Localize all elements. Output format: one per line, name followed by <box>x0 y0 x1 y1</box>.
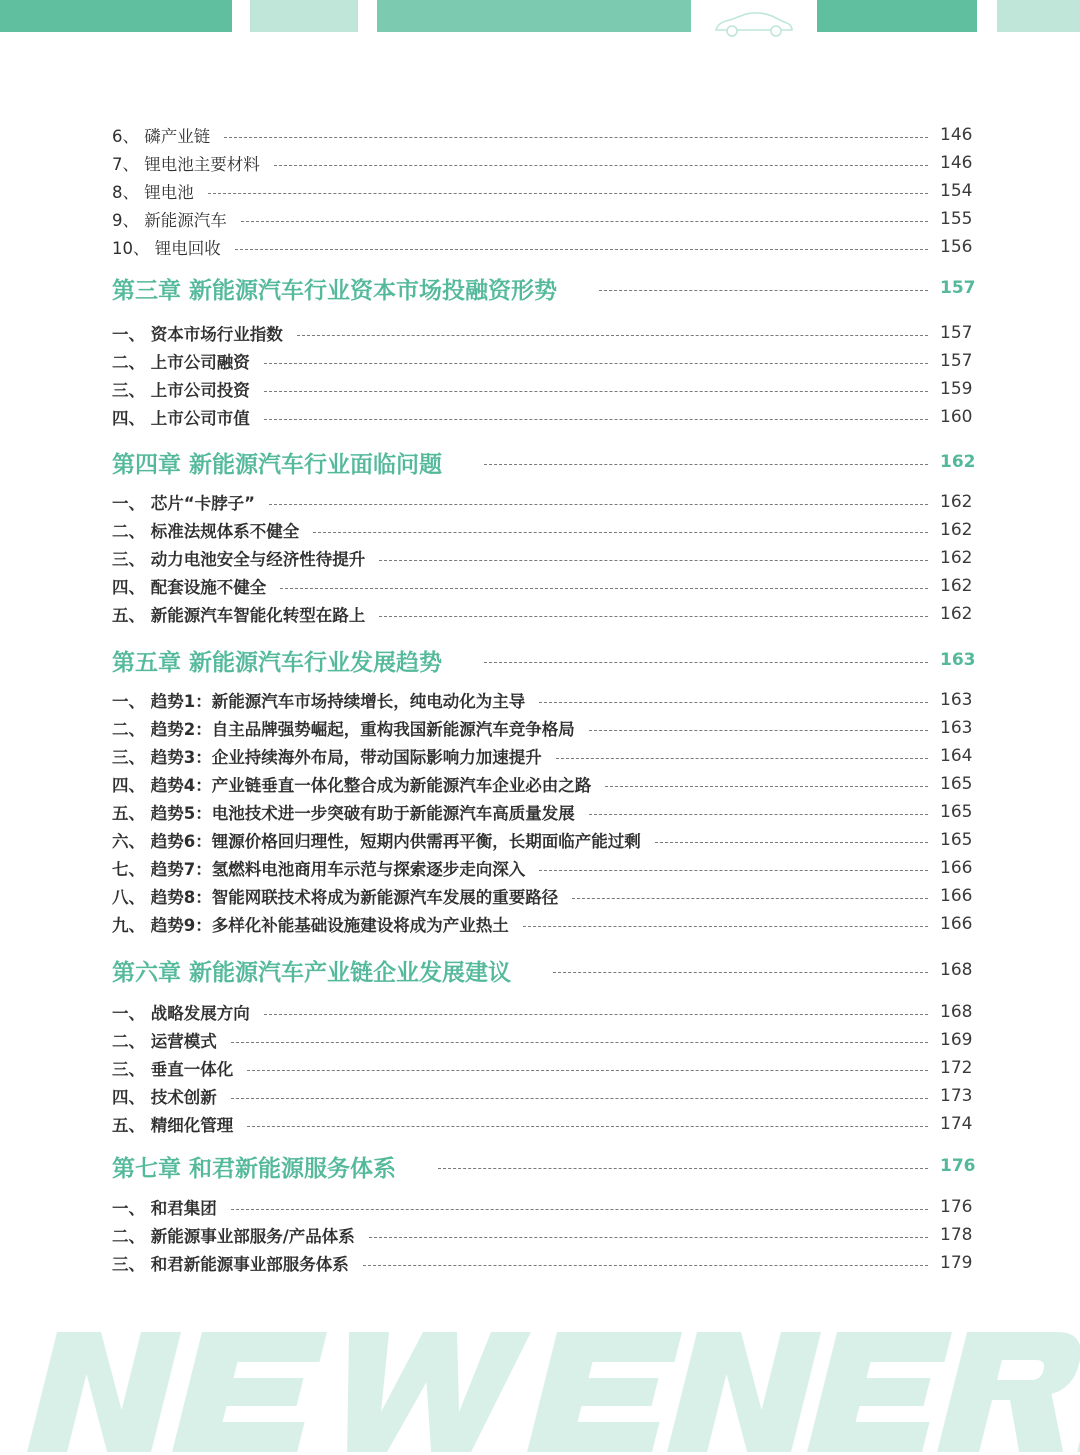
toc-entry-title: 第四章 新能源汽车行业面临问题 <box>112 451 443 478</box>
toc-page-number: 165 <box>940 830 973 850</box>
dot-leader <box>264 419 928 420</box>
toc-page-number: 168 <box>940 960 973 980</box>
dot-leader <box>484 464 928 465</box>
dot-leader <box>247 1070 928 1071</box>
toc-page-number: 160 <box>940 407 973 427</box>
dot-leader <box>208 193 928 194</box>
toc-page-number: 176 <box>940 1156 976 1176</box>
dot-leader <box>297 335 928 336</box>
toc-page-number: 174 <box>940 1114 973 1134</box>
toc-chapter[interactable] <box>112 642 976 678</box>
toc-entry[interactable] <box>112 376 973 402</box>
toc-entry[interactable] <box>112 320 973 346</box>
toc-page-number: 178 <box>940 1225 973 1245</box>
toc-entry-title: 五、 趋势5：电池技术进一步突破有助于新能源汽车高质量发展 <box>112 804 575 823</box>
toc-entry[interactable] <box>112 687 973 713</box>
toc-entry-title: 九、 趋势9：多样化补能基础设施建设将成为产业热土 <box>112 916 509 935</box>
toc-entry-title: 8、 锂电池 <box>112 183 194 202</box>
dot-leader <box>231 1042 928 1043</box>
dot-leader <box>589 814 928 815</box>
toc-entry[interactable] <box>112 827 973 853</box>
dot-leader <box>589 730 928 731</box>
toc-page-number: 165 <box>940 774 973 794</box>
toc-entry-title: 9、 新能源汽车 <box>112 211 227 230</box>
toc-entry-title: 八、 趋势8：智能网联技术将成为新能源汽车发展的重要路径 <box>112 888 559 907</box>
toc-entry[interactable] <box>112 1250 973 1276</box>
dot-leader <box>231 1209 928 1210</box>
toc-page-number: 169 <box>940 1030 973 1050</box>
dot-leader <box>599 290 928 291</box>
toc-entry[interactable] <box>112 348 973 374</box>
dot-leader <box>280 588 928 589</box>
toc-entry[interactable] <box>112 911 973 937</box>
band-segment <box>377 0 691 32</box>
toc-page-number: 163 <box>940 718 973 738</box>
toc-entry[interactable] <box>112 883 973 909</box>
toc-entry-title: 第六章 新能源汽车产业链企业发展建议 <box>112 959 512 986</box>
dot-leader <box>438 1168 928 1169</box>
band-segment <box>250 0 358 32</box>
toc-entry-title: 四、 技术创新 <box>112 1088 217 1107</box>
toc-page-number: 162 <box>940 576 973 596</box>
toc-page-number: 162 <box>940 492 973 512</box>
toc-entry[interactable] <box>112 545 973 571</box>
toc-page-number: 166 <box>940 914 973 934</box>
toc-entry[interactable] <box>112 999 973 1025</box>
dot-leader <box>235 249 928 250</box>
toc-entry[interactable] <box>112 150 973 176</box>
dot-leader <box>224 137 928 138</box>
toc-entry-title: 一、 和君集团 <box>112 1199 217 1218</box>
dot-leader <box>231 1098 928 1099</box>
dot-leader <box>264 1014 928 1015</box>
dot-leader <box>655 842 928 843</box>
toc-entry-title: 三、 动力电池安全与经济性待提升 <box>112 550 366 569</box>
toc-entry-title: 二、 运营模式 <box>112 1032 217 1051</box>
toc-entry-title: 二、 新能源事业部服务/产品体系 <box>112 1227 355 1246</box>
toc-entry[interactable] <box>112 573 973 599</box>
toc-chapter[interactable] <box>112 270 976 306</box>
toc-entry[interactable] <box>112 1083 973 1109</box>
toc-entry-title: 五、 新能源汽车智能化转型在路上 <box>112 606 366 625</box>
toc-page-number: 156 <box>940 237 973 257</box>
toc-entry[interactable] <box>112 715 973 741</box>
toc-entry[interactable] <box>112 234 973 260</box>
dot-leader <box>274 165 928 166</box>
toc-entry-title: 一、 芯片“卡脖子” <box>112 494 255 513</box>
dot-leader <box>523 926 928 927</box>
toc-entry[interactable] <box>112 404 973 430</box>
toc-entry[interactable] <box>112 601 973 627</box>
toc-entry-title: 三、 上市公司投资 <box>112 381 250 400</box>
toc-entry-title: 四、 配套设施不健全 <box>112 578 267 597</box>
dot-leader <box>247 1126 928 1127</box>
toc-entry-title: 二、 上市公司融资 <box>112 353 250 372</box>
toc-page-number: 154 <box>940 181 973 201</box>
toc-entry-title: 四、 趋势4：产业链垂直一体化整合成为新能源汽车企业必由之路 <box>112 776 592 795</box>
top-decorative-band <box>0 0 1080 34</box>
dot-leader <box>379 616 928 617</box>
toc-entry[interactable] <box>112 855 973 881</box>
toc-entry-title: 三、 趋势3：企业持续海外布局，带动国际影响力加速提升 <box>112 748 542 767</box>
toc-entry-title: 一、 战略发展方向 <box>112 1004 250 1023</box>
toc-entry-title: 四、 上市公司市值 <box>112 409 250 428</box>
toc-entry[interactable] <box>112 799 973 825</box>
toc-entry-title: 第五章 新能源汽车行业发展趋势 <box>112 649 443 676</box>
dot-leader <box>539 702 928 703</box>
dot-leader <box>313 532 928 533</box>
toc-entry[interactable] <box>112 1194 973 1220</box>
toc-page-number: 162 <box>940 548 973 568</box>
toc-page-number: 172 <box>940 1058 973 1078</box>
toc-page-number: 155 <box>940 209 973 229</box>
toc-entry-title: 第三章 新能源汽车行业资本市场投融资形势 <box>112 277 558 304</box>
toc-entry[interactable] <box>112 517 973 543</box>
toc-page-number: 146 <box>940 153 973 173</box>
toc-entry[interactable] <box>112 771 973 797</box>
toc-page-number: 173 <box>940 1086 973 1106</box>
toc-entry-title: 三、 垂直一体化 <box>112 1060 234 1079</box>
toc-entry-title: 7、 锂电池主要材料 <box>112 155 260 174</box>
toc-page-number: 159 <box>940 379 973 399</box>
dot-leader <box>553 972 928 973</box>
toc-page-number: 157 <box>940 323 973 343</box>
toc-entry-title: 二、 标准法规体系不健全 <box>112 522 300 541</box>
dot-leader <box>264 363 928 364</box>
band-segment <box>0 0 232 32</box>
toc-page-number: 162 <box>940 604 973 624</box>
new-energy-watermark <box>0 1320 1080 1455</box>
toc-page-number: 157 <box>940 351 973 371</box>
toc-entry-title: 六、 趋势6：锂源价格回归理性，短期内供需再平衡，长期面临产能过剩 <box>112 832 641 851</box>
toc-entry[interactable] <box>112 1111 973 1137</box>
toc-entry[interactable] <box>112 489 973 515</box>
toc-page-number: 168 <box>940 1002 973 1022</box>
toc-page-number: 166 <box>940 858 973 878</box>
dot-leader <box>269 504 928 505</box>
dot-leader <box>605 786 928 787</box>
toc-entry-title: 三、 和君新能源事业部服务体系 <box>112 1255 349 1274</box>
toc-page-number: 166 <box>940 886 973 906</box>
toc-entry[interactable] <box>112 1055 973 1081</box>
toc-page-number: 179 <box>940 1253 973 1273</box>
toc-entry-title: 6、 磷产业链 <box>112 127 211 146</box>
dot-leader <box>379 560 928 561</box>
toc-entry[interactable] <box>112 206 973 232</box>
dot-leader <box>484 662 928 663</box>
toc-page-number: 162 <box>940 452 976 472</box>
band-segment <box>997 0 1080 32</box>
toc-entry-title: 10、 锂电回收 <box>112 239 221 258</box>
toc-chapter[interactable] <box>112 444 976 480</box>
toc-page-number: 165 <box>940 802 973 822</box>
toc-entry-title: 五、 精细化管理 <box>112 1116 234 1135</box>
toc-page-number: 162 <box>940 520 973 540</box>
toc-chapter[interactable] <box>112 952 973 988</box>
toc-entry-title: 一、 趋势1：新能源汽车市场持续增长，纯电动化为主导 <box>112 692 526 711</box>
toc-entry[interactable] <box>112 1222 973 1248</box>
toc-page-number: 163 <box>940 690 973 710</box>
band-segment <box>817 0 977 32</box>
toc-page-number: 146 <box>940 125 973 145</box>
toc-entry[interactable] <box>112 178 973 204</box>
dot-leader <box>539 870 928 871</box>
dot-leader <box>241 221 928 222</box>
toc-page-number: 163 <box>940 650 976 670</box>
dot-leader <box>264 391 928 392</box>
toc-entry-title: 第七章 和君新能源服务体系 <box>112 1155 397 1182</box>
toc-page-number: 176 <box>940 1197 973 1217</box>
dot-leader <box>556 758 928 759</box>
dot-leader <box>363 1265 928 1266</box>
toc-page-number: 157 <box>940 278 976 298</box>
toc-page-number: 164 <box>940 746 973 766</box>
dot-leader <box>369 1237 928 1238</box>
car-icon <box>712 8 796 38</box>
toc-chapter[interactable] <box>112 1148 976 1184</box>
dot-leader <box>572 898 928 899</box>
toc-entry[interactable] <box>112 743 973 769</box>
toc-entry-title: 一、 资本市场行业指数 <box>112 325 283 344</box>
toc-entry[interactable] <box>112 122 973 148</box>
toc-entry-title: 二、 趋势2：自主品牌强势崛起，重构我国新能源汽车竞争格局 <box>112 720 575 739</box>
toc-entry-title: 七、 趋势7：氢燃料电池商用车示范与探索逐步走向深入 <box>112 860 526 879</box>
toc-entry[interactable] <box>112 1027 973 1053</box>
